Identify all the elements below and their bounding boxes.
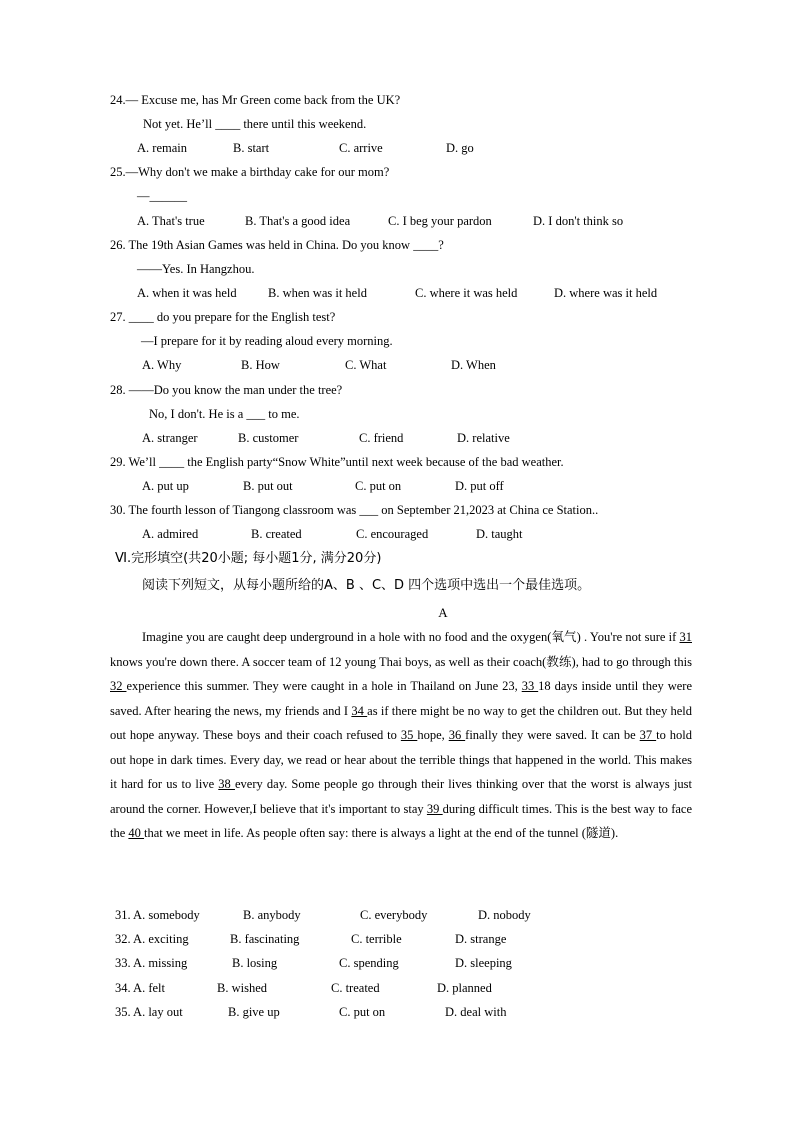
q29-stem: 29. We’ll ____ the English party“Snow White”until next week because of the bad weather. bbox=[110, 455, 564, 469]
q24-stem: 24.— Excuse me, has Mr Green come back from the UK? bbox=[110, 93, 401, 107]
q27-option-a: A. Why bbox=[142, 358, 182, 372]
q24-reply: Not yet. He’ll ____ there until this weekend. bbox=[143, 117, 367, 131]
q34-option-d: D. planned bbox=[437, 981, 492, 995]
q34-option-a: 34. A. felt bbox=[115, 981, 165, 995]
q33-option-c: C. spending bbox=[339, 956, 399, 970]
q27-option-b: B. How bbox=[241, 358, 280, 372]
q24-option-d: D. go bbox=[446, 141, 474, 155]
section-instruction: 阅读下列短文，从每小题所给的A、B 、C、D 四个选项中选出一个最佳选项。 bbox=[142, 578, 591, 593]
q27-stem: 27. ____ do you prepare for the English test? bbox=[110, 310, 336, 324]
q28-option-d: D. relative bbox=[457, 431, 510, 445]
blank-40: 40 bbox=[128, 826, 145, 840]
q28-reply: No, I don't. He is a ___ to me. bbox=[149, 407, 300, 421]
passage-label: A bbox=[438, 605, 448, 620]
q35-option-a: 35. A. lay out bbox=[115, 1005, 183, 1019]
q29-option-c: C. put on bbox=[355, 479, 402, 493]
q27-option-c: C. What bbox=[345, 358, 387, 372]
q28-option-b: B. customer bbox=[238, 431, 299, 445]
q29-option-a: A. put up bbox=[142, 479, 189, 493]
cloze-passage: Imagine you are caught deep underground in a hole with no food and the oxygen(氧气) . You're not sure if 31 knows you're down there. A soccer team of 12 young Thai boys, as well as their coach(教练), had to go through this 32 experience this summer. They were caught in a hole in Thailand on June 23, 33 18 days inside until they were saved. After hearing the news, my friends and I 34 as if there might be no way to get the children out. But they held out hope anyway. These boys and their coach refused to 35 hope, 36 finally they were saved. It can be 37 to hold out hope in dark times. Every day, we read or hear about the terrible things that happened in the world. This makes it hard for us to live 38 every day. Some people go through their lives thinking over that the worst is always just around the corner. However,I believe that it's important to stay 39 during difficult times. This is the best way to face the 40 that we meet in life. As people often say: there is always a light at the end of the tunnel (隧道). bbox=[110, 630, 693, 840]
blank-33: 33 bbox=[521, 679, 539, 693]
q26-option-b: B. when was it held bbox=[268, 286, 367, 300]
q33-option-a: 33. A. missing bbox=[115, 956, 188, 970]
q26-stem: 26. The 19th Asian Games was held in China. Do you know ____? bbox=[110, 238, 444, 252]
q25-reply: —______ bbox=[137, 189, 187, 203]
q25-option-a: A. That's true bbox=[137, 214, 205, 228]
q29-option-d: D. put off bbox=[455, 479, 504, 493]
q32-option-b: B. fascinating bbox=[230, 932, 300, 946]
blank-31: 31 bbox=[679, 630, 692, 644]
q33-option-d: D. sleeping bbox=[455, 956, 512, 970]
q30-option-c: C. encouraged bbox=[356, 527, 429, 541]
q26-option-d: D. where was it held bbox=[554, 286, 658, 300]
blank-34: 34 bbox=[351, 703, 368, 718]
blank-32: 32 bbox=[110, 679, 127, 693]
q33-option-b: B. losing bbox=[232, 956, 278, 970]
q35-option-c: C. put on bbox=[339, 1005, 386, 1019]
q28-option-a: A. stranger bbox=[142, 431, 198, 445]
blank-39: 39 bbox=[426, 801, 443, 816]
q25-option-d: D. I don't think so bbox=[533, 214, 624, 228]
q28-option-c: C. friend bbox=[359, 431, 404, 445]
q27-reply: —I prepare for it by reading aloud every morning. bbox=[141, 334, 393, 348]
q26-reply: ——Yes. In Hangzhou. bbox=[137, 262, 255, 276]
q26-option-c: C. where it was held bbox=[415, 286, 518, 300]
q31-option-c: C. everybody bbox=[360, 908, 428, 922]
blank-38: 38 bbox=[218, 777, 235, 791]
q32-option-a: 32. A. exciting bbox=[115, 932, 189, 946]
q31-option-b: B. anybody bbox=[243, 908, 301, 922]
blank-35: 35 bbox=[400, 728, 418, 742]
q24-option-c: C. arrive bbox=[339, 141, 383, 155]
q31-option-a: 31. A. somebody bbox=[115, 908, 200, 922]
q26-option-a: A. when it was held bbox=[137, 286, 237, 300]
q24-option-b: B. start bbox=[233, 141, 270, 155]
q30-stem: 30. The fourth lesson of Tiangong classroom was ___ on September 21,2023 at China ce Station.. bbox=[110, 503, 599, 517]
q25-stem: 25.—Why don't we make a birthday cake for our mom? bbox=[110, 165, 390, 179]
q24-option-a: A. remain bbox=[137, 141, 187, 155]
q25-option-c: C. I beg your pardon bbox=[388, 214, 492, 228]
blank-37: 37 bbox=[639, 728, 657, 742]
q30-option-b: B. created bbox=[251, 527, 302, 541]
q27-option-d: D. When bbox=[451, 358, 496, 372]
q34-option-b: B. wished bbox=[217, 981, 267, 995]
q30-option-d: D. taught bbox=[476, 527, 523, 541]
q29-option-b: B. put out bbox=[243, 479, 293, 493]
q30-option-a: A. admired bbox=[142, 527, 199, 541]
q28-stem: 28. ——Do you know the man under the tree? bbox=[110, 383, 343, 397]
q34-option-c: C. treated bbox=[331, 981, 380, 995]
blank-36: 36 bbox=[448, 728, 466, 742]
q31-option-d: D. nobody bbox=[478, 908, 531, 922]
q35-option-d: D. deal with bbox=[445, 1005, 507, 1019]
q25-option-b: B. That's a good idea bbox=[245, 214, 351, 228]
section-title: Ⅵ.完形填空(共20小题; 每小题1分, 满分20分) bbox=[115, 551, 382, 566]
q32-option-c: C. terrible bbox=[351, 932, 402, 946]
q35-option-b: B. give up bbox=[228, 1005, 280, 1019]
q32-option-d: D. strange bbox=[455, 932, 507, 946]
